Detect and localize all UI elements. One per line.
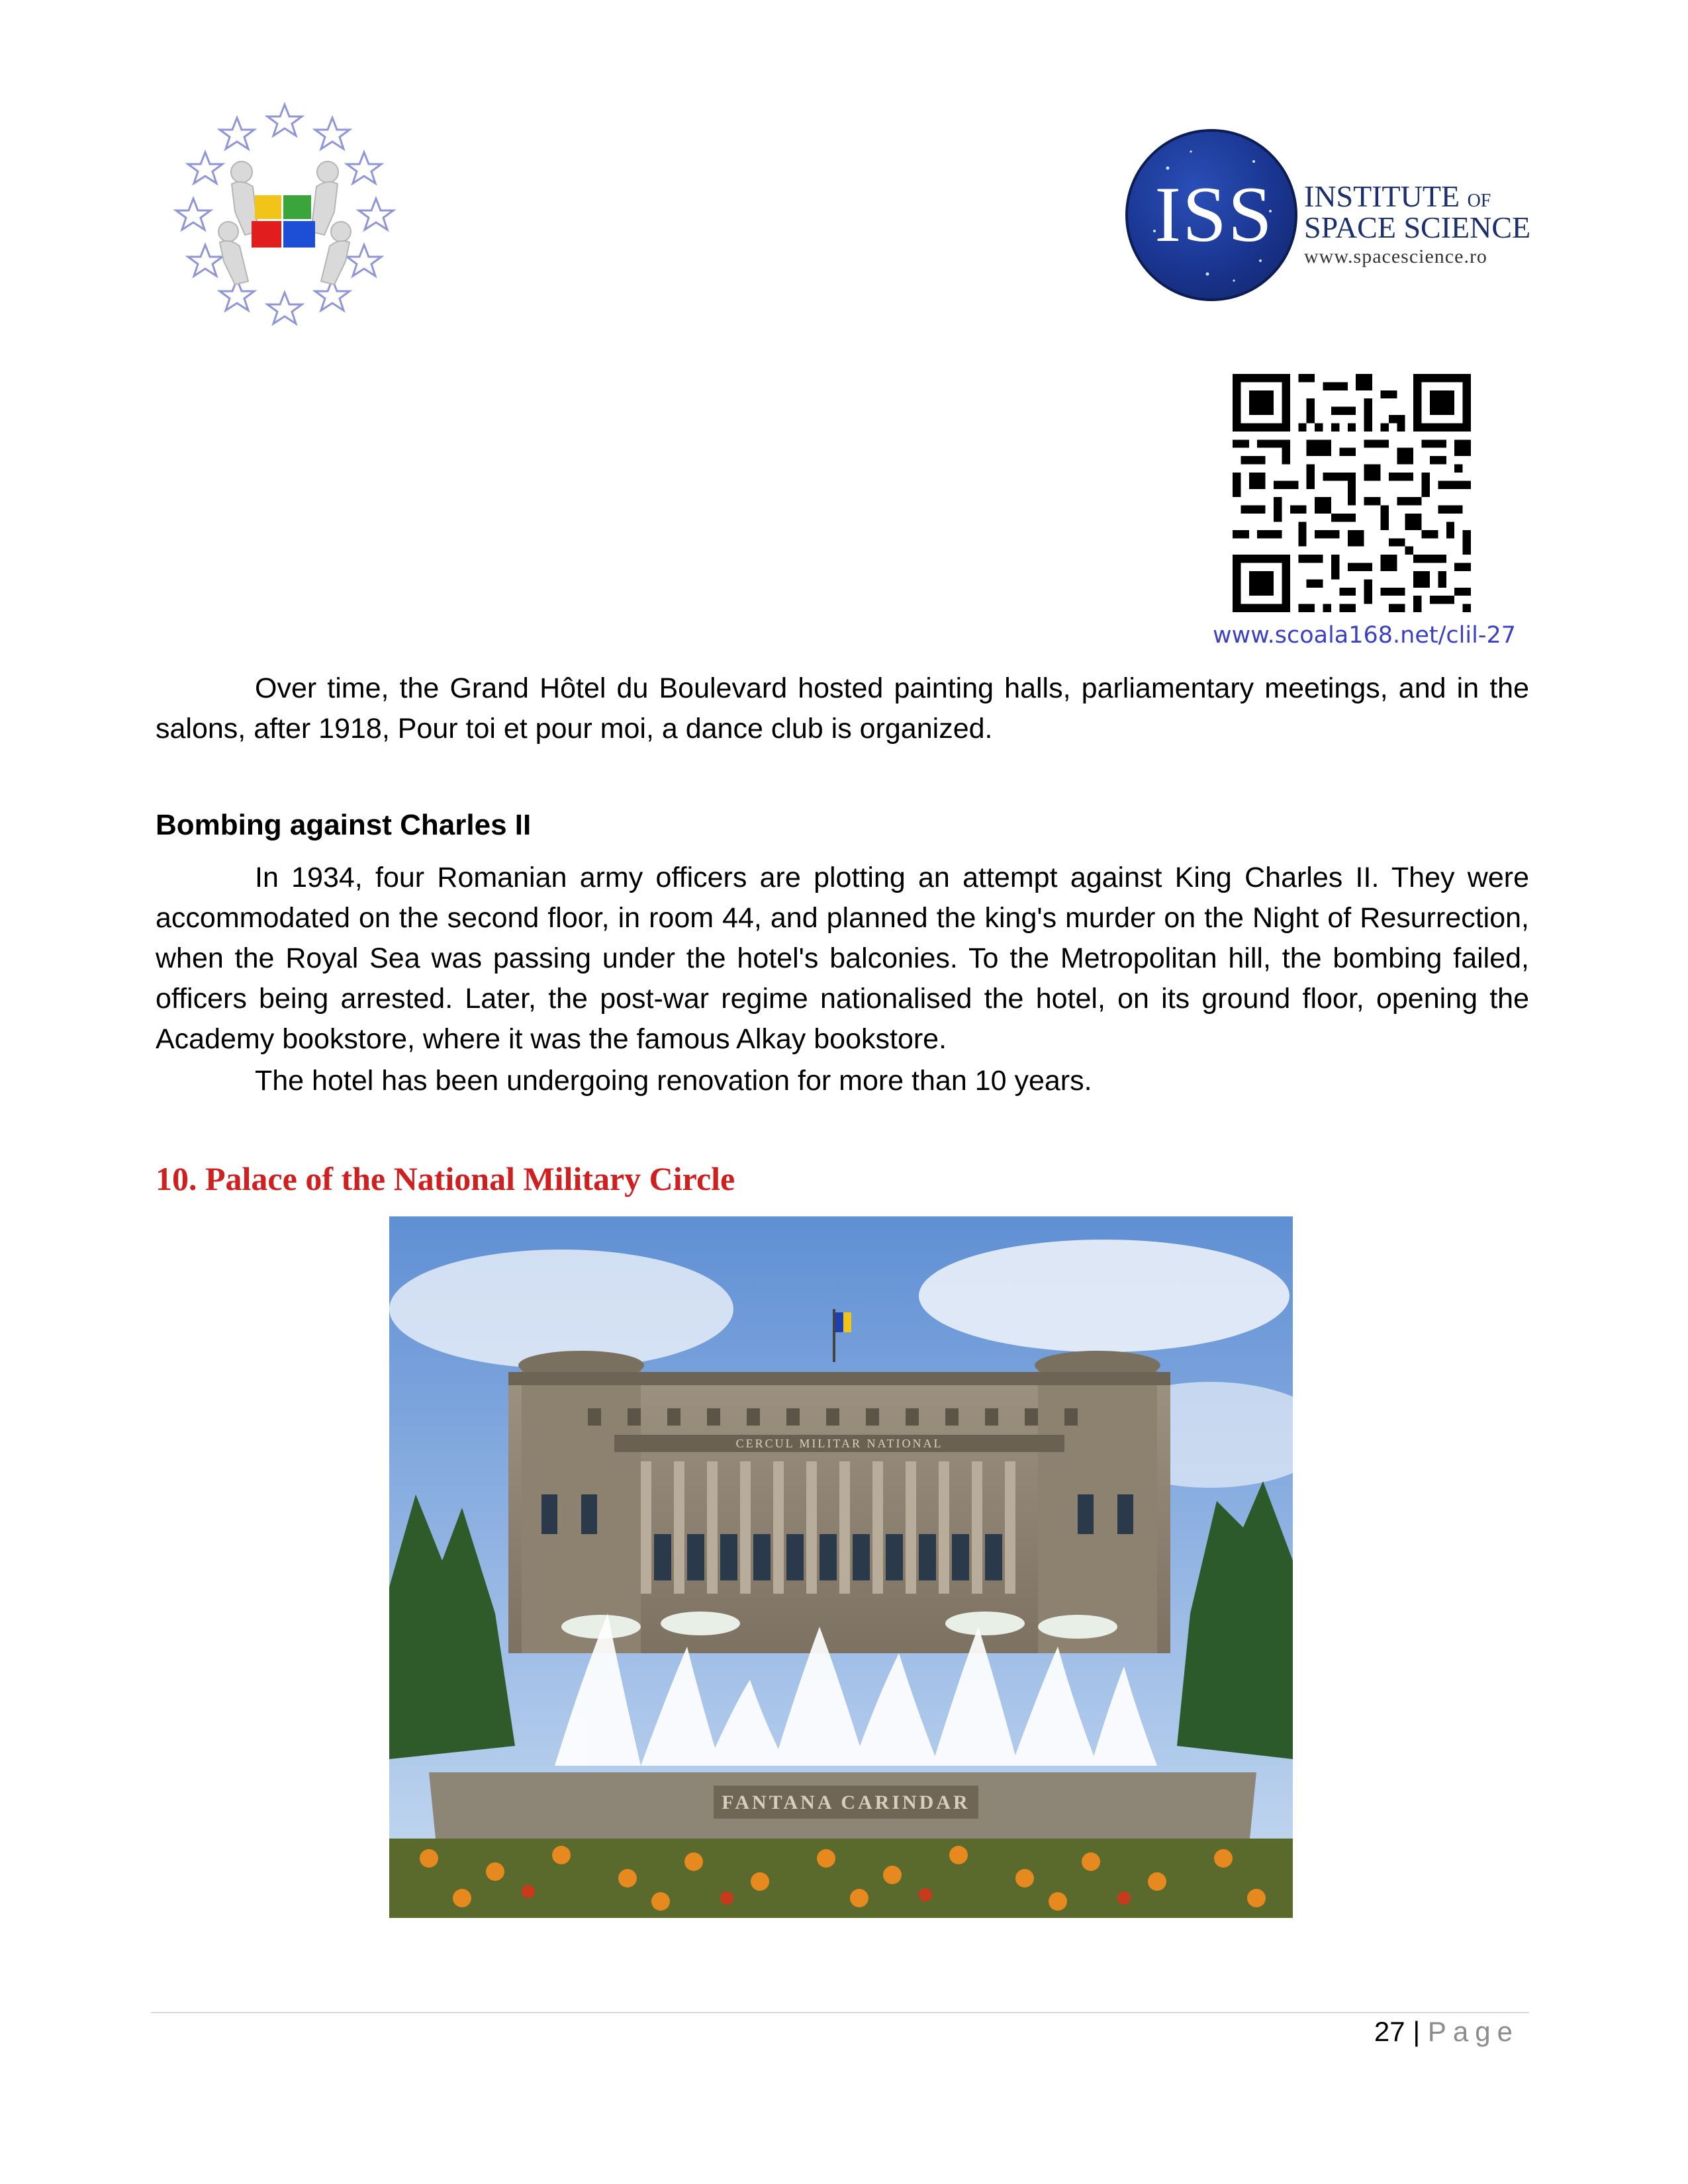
iss-logo <box>1125 129 1549 301</box>
star-icon <box>267 293 302 324</box>
star-icon <box>188 152 222 183</box>
qr-link[interactable]: www.scoala168.net/clil-27 <box>1212 622 1516 649</box>
star-icon <box>359 199 393 230</box>
star-icon <box>315 118 350 149</box>
qr-code <box>1233 374 1471 612</box>
iss-mark: ISS <box>1154 170 1274 258</box>
iss-website: www.spacescience.ro <box>1304 246 1487 267</box>
star-icon <box>267 105 302 136</box>
star-icon <box>347 245 381 276</box>
facade-inscription: CERCUL MILITAR NATIONAL <box>735 1437 943 1450</box>
project-logo <box>165 99 404 331</box>
paragraph-renovation: The hotel has been undergoing renovation for more than 10 years. <box>255 1065 1092 1097</box>
page-number: 27 <box>1374 2016 1405 2047</box>
section-heading-bombing: Bombing against Charles II <box>156 809 532 841</box>
iss-name-line1: INSTITUTE OF <box>1304 179 1491 213</box>
page-footer <box>1258 2016 1519 2048</box>
star-icon <box>176 199 211 230</box>
star-icon <box>220 118 254 149</box>
star-icon <box>188 245 222 276</box>
section-heading-palace: 10. Palace of the National Military Circle <box>156 1160 735 1197</box>
palace-photo <box>389 1216 1293 1918</box>
star-icon <box>347 152 381 183</box>
iss-emblem <box>1125 129 1297 301</box>
fountain-inscription: FANTANA CARINDAR <box>722 1792 970 1813</box>
iss-name-line2: SPACE SCIENCE <box>1304 210 1531 244</box>
paragraph-grand-hotel: Over time, the Grand Hôtel du Boulevard hosted painting halls, parliamentary meetings, and in the salons, after 1918, Pour toi et pour moi, a dance club is organized. <box>156 672 1529 745</box>
page-label: Page <box>1427 2016 1519 2047</box>
footer-separator: | <box>1413 2016 1421 2047</box>
footer-divider <box>151 2012 1529 2013</box>
paragraph-bombing: In 1934, four Romanian army officers are plotting an attempt against King Charles II. They were accommodated on the second floor, in room 44, and planned the king's murder on the Night of Resurrection, when the Royal Sea was passing under the hotel's balconies. To the Metropolitan hill, the bombing failed, officers being arrested. Later, the post-war regime nationalised the hotel, on its ground floor, opening the Academy bookstore, where it was the famous Alkay bookstore. <box>156 862 1529 1055</box>
